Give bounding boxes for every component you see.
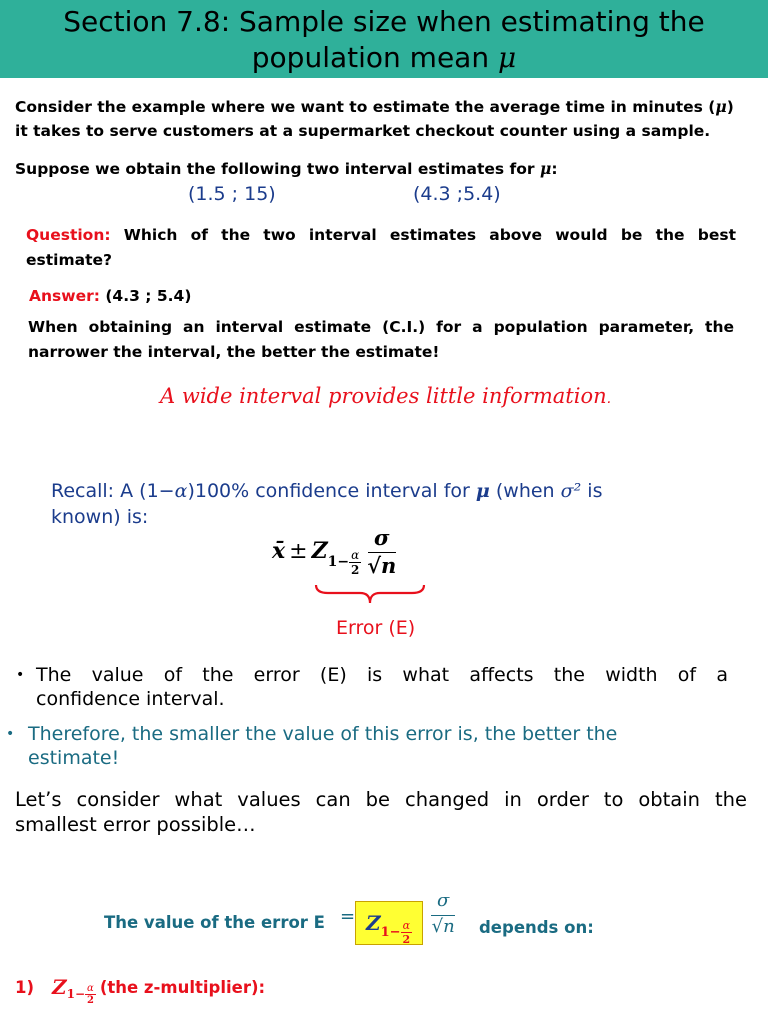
- alpha-symbol: α: [402, 918, 410, 932]
- question-label: Question:: [26, 226, 111, 244]
- z-symbol: Z: [311, 538, 328, 564]
- page-title-line1: Section 7.8: Sample size when estimating the: [63, 5, 705, 38]
- item-1-z-multiplier: [15, 970, 265, 1004]
- z-symbol: Z: [52, 975, 67, 999]
- recall-part1: Recall: A (1−: [51, 480, 175, 502]
- recall-part2: )100% confidence interval for: [187, 480, 470, 502]
- sigma-over-sqrt-n: [367, 525, 396, 578]
- z-subscript-denominator: 2: [350, 562, 360, 577]
- x-bar-symbol: x̄: [272, 538, 286, 564]
- alpha-symbol: α: [351, 547, 360, 562]
- intro-line1: [15, 95, 760, 119]
- mu-symbol: μ: [539, 159, 552, 178]
- suppose-text: [15, 157, 558, 181]
- bullet-item-1: [16, 663, 728, 711]
- mu-symbol: μ: [715, 97, 727, 116]
- plus-minus-symbol: ±: [289, 538, 308, 564]
- question-text: Which of the two interval estimates above would be the best: [123, 226, 736, 244]
- bullet-2-line2: estimate!: [28, 747, 120, 769]
- intro-line1-end: ): [726, 98, 734, 116]
- interval-estimate-2: (4.3 ;5.4): [413, 183, 501, 205]
- intro-line2: it takes to serve customers at a supermarket checkout counter using a sample.: [15, 122, 711, 140]
- consider-line1: Let’s consider what values can be changed in order to obtain the: [15, 788, 747, 811]
- z-subscript: [381, 919, 412, 946]
- z-subscript: [67, 983, 96, 1006]
- sqrt-n-symbol: √n: [367, 552, 397, 578]
- z-symbol: Z: [366, 911, 381, 935]
- question-line1: [26, 223, 736, 247]
- explanation-line2: narrower the interval, the better the estimate!: [28, 343, 440, 361]
- z-multiplier-highlight: [355, 901, 423, 945]
- suppose-text-main: Suppose we obtain the following two interval estimates for: [15, 160, 535, 178]
- z-subscript-denominator: 2: [86, 994, 94, 1006]
- wide-interval-note-period: .: [606, 391, 612, 407]
- z-subscript: [328, 548, 362, 577]
- z-subscript-one: 1−: [380, 924, 401, 940]
- sigma-symbol: σ: [368, 525, 395, 553]
- sigma-over-sqrt-n-2: [431, 890, 455, 937]
- consider-paragraph: [15, 787, 747, 837]
- sigma-symbol: σ: [431, 890, 455, 916]
- wide-interval-note: [160, 382, 611, 413]
- bullet-item-2: [6, 722, 718, 770]
- error-value-prefix-text: The value of the error E: [104, 913, 325, 932]
- depends-on-text: depends on:: [479, 918, 594, 937]
- explanation-line1: When obtaining an interval estimate (C.I.) for a population parameter, the: [28, 318, 734, 336]
- sigma-over-sqrt-n: [431, 890, 455, 937]
- recall-line1: [51, 479, 602, 503]
- mu-symbol: μ: [475, 480, 490, 502]
- bullet-icon: •: [16, 667, 25, 683]
- sigma-squared-symbol: σ²: [560, 480, 582, 502]
- intro-line1-text: Consider the example where we want to estimate the average time in minutes (: [15, 98, 716, 116]
- consider-line2: smallest error possible…: [15, 813, 256, 836]
- z-subscript-fraction: [401, 919, 412, 946]
- intro-paragraph: [15, 95, 760, 143]
- sqrt-n-symbol: √n: [431, 916, 455, 937]
- recall-line2: known) is:: [51, 506, 149, 528]
- mu-symbol: μ: [498, 41, 517, 74]
- recall-part4: is: [587, 480, 603, 502]
- alpha-symbol: α: [87, 982, 94, 994]
- wide-interval-note-text: A wide interval provides little information: [160, 384, 607, 408]
- z-subscript-fraction: [349, 548, 361, 577]
- curly-brace-icon: [314, 583, 426, 605]
- z-subscript-fraction: [85, 983, 96, 1006]
- z-subscript-one: 1−: [66, 987, 86, 1001]
- page-title-line2-text: population mean: [251, 41, 490, 74]
- recall-part3: (when: [495, 480, 555, 502]
- suppose-colon: :: [551, 160, 558, 178]
- answer: [29, 284, 191, 308]
- answer-value: (4.3 ; 5.4): [105, 287, 192, 305]
- bullet-1-line2: confidence interval.: [36, 688, 225, 710]
- interval-estimate-1: (1.5 ; 15): [188, 183, 276, 205]
- confidence-interval-formula: [272, 520, 396, 582]
- page-title-banner: [0, 0, 768, 78]
- bullet-2-line1: Therefore, the smaller the value of this error is, the better the: [28, 723, 618, 745]
- z-subscript-one: 1−: [327, 554, 350, 570]
- answer-label: Answer:: [29, 287, 100, 305]
- question-line2: estimate?: [26, 251, 112, 269]
- item-1-number: 1): [15, 977, 35, 997]
- error-value-prefix: [104, 911, 325, 935]
- bullet-icon: •: [6, 726, 15, 742]
- error-label: Error (E): [336, 617, 416, 639]
- equals-sign: =: [340, 906, 356, 927]
- explanation-paragraph: [28, 315, 734, 365]
- item-1-text: (the z-multiplier):: [99, 977, 266, 997]
- z-subscript-denominator: 2: [402, 932, 411, 946]
- page-title-line2: [0, 40, 768, 76]
- bullet-1-line1: The value of the error (E) is what affects the width of a: [36, 664, 728, 686]
- alpha-symbol: α: [174, 480, 188, 502]
